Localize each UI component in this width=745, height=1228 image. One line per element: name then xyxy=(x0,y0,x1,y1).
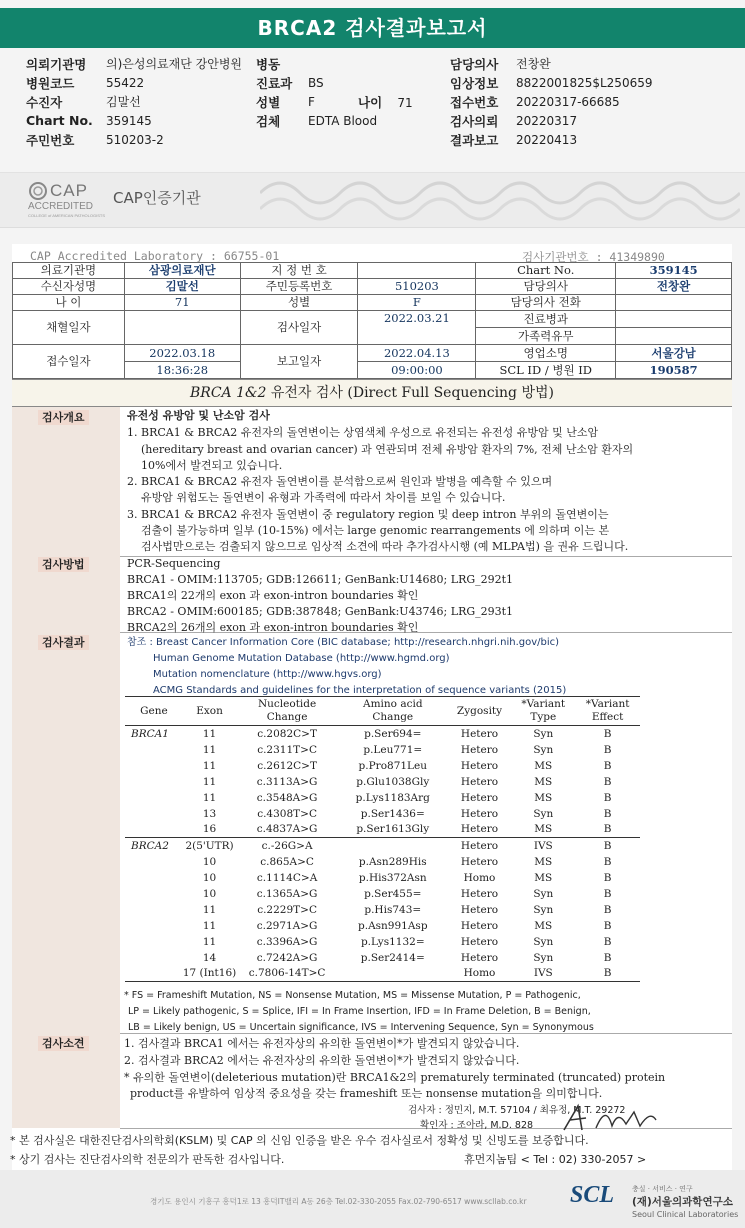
table-row xyxy=(125,854,640,870)
scl-motto: 충실 · 서비스 · 연구 xyxy=(632,1185,693,1193)
table-row xyxy=(125,790,640,806)
test-title-italic: BRCA 1&2 xyxy=(190,385,267,401)
zygosity-cell: Hetero xyxy=(460,791,499,804)
variant-type-cell: Syn xyxy=(533,807,554,820)
form-name-value: 김말선 xyxy=(124,279,240,295)
form-report-label: 보고일자 xyxy=(240,345,358,379)
amino-acid-cell: p.Pro871Leu xyxy=(358,759,428,772)
bottom-team-contact: 휴먼지놈팀 < Tel : 02) 330-2057 > xyxy=(464,1153,647,1166)
table-row xyxy=(125,934,640,950)
patient-info xyxy=(26,54,726,149)
gene-cell xyxy=(125,758,183,774)
ref-hgvs: Mutation nomenclature (http://www.hgvs.org) xyxy=(153,669,382,680)
overview-p3-line3: 검사법만으로는 검출되지 않으므로 임상적 소견에 따라 추가검사시행 (예 MLPA법) 을 권유 드립니다. xyxy=(141,540,629,553)
method-line5: BRCA2의 26개의 exon 과 exon-intron boundaries 확인 xyxy=(127,621,419,634)
nucleotide-cell: c.7806-14T>C xyxy=(236,966,338,982)
section-overview: 검사개요 xyxy=(38,410,89,425)
variant-effect-cell: B xyxy=(603,743,612,756)
variant-type-cell: MS xyxy=(534,919,553,932)
form-age-label: 나 이 xyxy=(13,295,125,311)
opinion-brca1: 1. 검사결과 BRCA1 에서는 유전자상의 유의한 돌연변이*가 발견되지 않았습니다. xyxy=(124,1037,520,1050)
amino-acid-cell: p.His743= xyxy=(364,903,422,916)
report-title: BRCA2 검사결과보고서 xyxy=(0,8,745,48)
nucleotide-cell: c.2971A>G xyxy=(256,919,318,932)
col-variant-effect: *Variant Effect xyxy=(575,697,640,726)
nucleotide-cell: c.1114C>A xyxy=(256,871,318,884)
exon-cell: 11 xyxy=(202,743,217,756)
variant-type-cell: MS xyxy=(534,759,553,772)
overview-section-bg xyxy=(12,407,120,557)
variant-type-cell: MS xyxy=(534,823,553,836)
form-family-label: 가족력유무 xyxy=(476,328,616,345)
variant-effect-cell: B xyxy=(575,966,640,982)
table-row xyxy=(125,918,640,934)
doctor-value: 전창완 xyxy=(516,57,551,71)
variant-effect-cell: B xyxy=(603,823,612,836)
amino-acid-cell: p.Asn289His xyxy=(358,855,427,868)
hospcode-value: 55422 xyxy=(106,75,145,90)
table-row xyxy=(125,838,640,854)
section-opinion: 검사소견 xyxy=(38,1036,89,1051)
opinion-note1: * 유의한 돌연변이(deleterious mutation)란 BRCA1&2의 prematurely terminated (truncated) protein xyxy=(124,1071,666,1084)
table-row xyxy=(125,806,640,822)
section-result: 검사결과 xyxy=(38,635,89,650)
form-draw-label: 채혈일자 xyxy=(13,311,125,345)
overview-p1-line2: (hereditary breast and ovarian cancer) 과 연관되며 전체 유방암 환자의 7%, 전체 난소암 환자의 xyxy=(141,443,634,456)
col-variant-type: *Variant Type xyxy=(511,697,575,726)
age-label: 나이 xyxy=(358,94,383,110)
gene-cell: BRCA2 xyxy=(125,838,183,854)
variant-type-cell: Syn xyxy=(533,743,554,756)
cap-logo-icon xyxy=(28,181,52,201)
form-branch-label: 영업소명 xyxy=(476,345,616,362)
overview-p1-line3: 10%에서 발견되고 있습니다. xyxy=(141,459,283,472)
exon-cell: 17 (Int16) xyxy=(183,966,236,982)
cap-logo-small: COLLEGE of AMERICAN PATHOLOGISTS xyxy=(28,213,105,218)
tester: 검사자 : 정민지, M.T. 57104 / 최유정, M.T. 29272 xyxy=(408,1105,626,1116)
bottom-cert-note: * 본 검사실은 대한진단검사의학회(KSLM) 및 CAP 의 신임 인증을 받은 우수 검사실로서 정확성 및 신빙도를 보증합니다. xyxy=(10,1134,589,1147)
pattern-decoration xyxy=(260,173,740,227)
gene-cell xyxy=(125,918,183,934)
exon-cell: 14 xyxy=(202,951,217,964)
test-title xyxy=(12,379,732,407)
amino-acid-cell: p.Lys1183Arg xyxy=(355,791,430,804)
nucleotide-cell: c.3113A>G xyxy=(256,775,318,788)
form-org-label: 의료기관명 xyxy=(13,263,125,279)
exon-cell: 11 xyxy=(202,791,217,804)
gene-cell: BRCA1 xyxy=(131,727,169,740)
resdate-value: 20220413 xyxy=(516,132,578,147)
amino-acid-cell xyxy=(338,966,448,982)
gene-cell xyxy=(125,854,183,870)
dept-label: 진료과 xyxy=(256,75,293,91)
variant-effect-cell: B xyxy=(603,775,612,788)
exon-cell: 10 xyxy=(202,871,217,884)
scl-logo: SCL xyxy=(570,1182,615,1208)
variant-effect-cell: B xyxy=(603,919,612,932)
abbr-line3: LB = Likely benign, US = Uncertain significance, IVS = Intervening Sequence, Syn = Synonymous xyxy=(128,1022,594,1033)
zygosity-cell: Hetero xyxy=(460,823,499,836)
amino-acid-cell: p.Ser1613Gly xyxy=(356,823,430,836)
overview-p3-line2: 검출이 불가능하며 일부 (10-15%) 에서는 large genomic rearrangements 에 의하며 이는 본 xyxy=(141,524,610,537)
exon-cell: 11 xyxy=(202,727,217,740)
cap-logo xyxy=(28,179,108,223)
form-receipt-time: 18:36:28 xyxy=(124,362,240,379)
form-id-value: 510203 xyxy=(358,279,476,295)
form-phone-label: 담당의사 전화 xyxy=(476,295,616,311)
gene-cell xyxy=(125,870,183,886)
overview-p1-line1: 1. BRCA1 & BRCA2 유전자의 돌연변이는 상염색체 우성으로 유전되는 유전성 유방암 및 난소암 xyxy=(127,426,599,439)
ref-bic: 참조 : Breast Cancer Information Core (BIC database; http://research.nhgri.nih.gov/bic) xyxy=(127,637,560,648)
variant-type-cell: Syn xyxy=(533,935,554,948)
clinical-value: 8822001825$L250659 xyxy=(516,75,653,90)
col-gene: Gene xyxy=(125,697,183,726)
exon-cell: 13 xyxy=(202,807,217,820)
opinion-note2: product를 유발하여 임상적 중요성을 갖는 frameshift 또는 nonsense mutation을 의미합니다. xyxy=(130,1087,603,1100)
variant-type-cell: Syn xyxy=(533,727,554,740)
form-table xyxy=(12,262,732,379)
form-branch-value: 서울강남 xyxy=(616,345,732,362)
variant-effect-cell: B xyxy=(603,791,612,804)
gene-cell xyxy=(125,886,183,902)
method-line4: BRCA2 - OMIM:600185; GDB:387848; GenBank:U43746; LRG_293t1 xyxy=(127,605,514,618)
gene-cell xyxy=(125,790,183,806)
form-receipt-date: 2022.03.18 xyxy=(124,345,240,362)
amino-acid-cell: p.Glu1038Gly xyxy=(356,775,430,788)
nucleotide-cell: c.3396A>G xyxy=(256,935,318,948)
variant-effect-cell: B xyxy=(603,935,612,948)
amino-acid-cell: p.Ser2414= xyxy=(360,951,425,964)
cap-lab-number: CAP Accredited Laboratory : 66755-01 xyxy=(30,249,280,263)
sex-label: 성별 xyxy=(256,94,281,110)
scl-org-name-en: Seoul Clinical Laboratories xyxy=(632,1210,739,1219)
scl-org-name: (재)서울의과학연구소 xyxy=(632,1196,733,1208)
variant-type-cell: MS xyxy=(534,871,553,884)
cap-banner xyxy=(0,172,745,228)
nucleotide-cell: c.1365A>G xyxy=(256,887,318,900)
idno-value: 510203-2 xyxy=(106,132,164,147)
nucleotide-cell: c.2612C>T xyxy=(257,759,317,772)
resdate-label: 결과보고 xyxy=(450,132,499,148)
overview-p3-line1: 3. BRCA1 & BRCA2 유전자 돌연변이 중 regulatory region 및 deep intron 부위의 돌연변이는 xyxy=(127,508,609,521)
reqdate-value: 20220317 xyxy=(516,113,578,128)
zygosity-cell: Hetero xyxy=(460,727,499,740)
cap-logo-sub: ACCREDITED xyxy=(28,201,94,212)
form-org-value: 삼광의료재단 xyxy=(124,263,240,279)
variant-type-cell: MS xyxy=(534,855,553,868)
form-dept-label: 진료병과 xyxy=(476,311,616,328)
exon-cell: 11 xyxy=(202,903,217,916)
zygosity-cell: Hetero xyxy=(460,743,499,756)
form-desig-value xyxy=(358,263,476,279)
variant-type-cell: MS xyxy=(534,775,553,788)
org-value: 의)은성의료재단 강안병원 xyxy=(106,57,243,71)
col-zygosity: Zygosity xyxy=(448,697,512,726)
nucleotide-cell: c.865A>C xyxy=(260,855,314,868)
exon-cell: 11 xyxy=(202,935,217,948)
org-label: 의뢰기관명 xyxy=(26,56,87,72)
exon-cell: 16 xyxy=(202,823,217,836)
zygosity-cell: Hetero xyxy=(460,951,499,964)
gene-cell xyxy=(125,822,183,838)
variant-effect-cell: B xyxy=(603,855,612,868)
receipt-label: 접수번호 xyxy=(450,94,499,110)
variant-type-cell: Syn xyxy=(533,903,554,916)
zygosity-cell: Hetero xyxy=(460,919,499,932)
ward-label: 병동 xyxy=(256,56,281,72)
receipt-value: 20220317-66685 xyxy=(516,94,620,109)
variant-type-cell: IVS xyxy=(511,838,575,854)
form-chart-label: Chart No. xyxy=(476,263,616,279)
zygosity-cell: Homo xyxy=(448,966,512,982)
form-doctor-label: 담당의사 xyxy=(476,279,616,295)
gene-cell xyxy=(125,742,183,758)
col-nucleotide: Nucleotide Change xyxy=(236,697,338,726)
form-sex-label: 성별 xyxy=(240,295,358,311)
gene-cell xyxy=(125,950,183,966)
form-name-label: 수신자성명 xyxy=(13,279,125,295)
amino-acid-cell: p.Ser1436= xyxy=(360,807,425,820)
form-doctor-value: 전창완 xyxy=(616,279,732,295)
amino-acid-cell: p.His372Asn xyxy=(358,871,427,884)
nucleotide-cell: c.-26G>A xyxy=(236,838,338,854)
zygosity-cell: Hetero xyxy=(460,807,499,820)
exon-cell: 11 xyxy=(202,775,217,788)
form-testdate-label: 검사일자 xyxy=(240,311,358,345)
amino-acid-cell xyxy=(338,838,448,854)
form-sclid-label: SCL ID / 병원 ID xyxy=(476,362,616,379)
col-amino-acid: Amino acid Change xyxy=(338,697,448,726)
name-value: 김말선 xyxy=(106,95,141,109)
nucleotide-cell: c.7242A>G xyxy=(256,951,318,964)
footer-address: 경기도 용인시 기흥구 흥덕1로 13 흥덕IT밸리 A동 26층 Tel.02-330-2055 Fax.02-790-6517 www.scllab.co.kr xyxy=(150,1197,527,1206)
amino-acid-cell: p.Ser694= xyxy=(364,727,422,740)
gene-cell xyxy=(125,902,183,918)
exon-cell: 11 xyxy=(202,919,217,932)
table-row xyxy=(125,822,640,838)
form-id-label: 주민등록번호 xyxy=(240,279,358,295)
dept-value: BS xyxy=(308,75,324,90)
opinion-brca2: 2. 검사결과 BRCA2 에서는 유전자상의 유의한 돌연변이*가 발견되지 않았습니다. xyxy=(124,1054,520,1067)
method-line1: PCR-Sequencing xyxy=(127,557,221,570)
chart-label: Chart No. xyxy=(26,113,93,128)
idno-label: 주민번호 xyxy=(26,132,75,148)
form-phone-value xyxy=(616,295,732,311)
zygosity-cell: Hetero xyxy=(448,838,512,854)
zygosity-cell: Hetero xyxy=(460,887,499,900)
variant-effect-cell: B xyxy=(575,838,640,854)
specimen-label: 검체 xyxy=(256,113,281,129)
nucleotide-cell: c.4308T>C xyxy=(257,807,317,820)
doctor-label: 담당의사 xyxy=(450,56,499,72)
table-row xyxy=(125,758,640,774)
nucleotide-cell: c.4837A>G xyxy=(256,823,318,836)
nucleotide-cell: c.3548A>G xyxy=(256,791,318,804)
hospcode-label: 병원코드 xyxy=(26,75,75,91)
form-testdate-value: 2022.03.21 xyxy=(358,311,476,345)
sex-value: F xyxy=(308,94,315,109)
cap-title: CAP인증기관 xyxy=(113,189,201,207)
form-draw-value xyxy=(124,311,240,345)
variant-type-cell: Syn xyxy=(533,887,554,900)
zygosity-cell: Hetero xyxy=(460,855,499,868)
form-report-date: 2022.04.13 xyxy=(358,345,476,362)
form-report-time: 09:00:00 xyxy=(358,362,476,379)
overview-heading: 유전성 유방암 및 난소암 검사 xyxy=(127,409,270,422)
gene-cell xyxy=(125,934,183,950)
form-desig-label: 지 정 번 호 xyxy=(240,263,358,279)
gene-cell xyxy=(125,966,183,982)
amino-acid-cell: p.Leu771= xyxy=(363,743,423,756)
cap-logo-main: CAP xyxy=(50,181,88,200)
form-sclid-value: 190587 xyxy=(616,362,732,379)
reqdate-label: 검사의뢰 xyxy=(450,113,499,129)
form-sex-value: F xyxy=(358,295,476,311)
gene-cell xyxy=(125,774,183,790)
table-row xyxy=(125,886,640,902)
abbr-line2: LP = Likely pathogenic, S = Splice, IFI = In Frame Insertion, IFD = In Frame Deletion, B = Benign, xyxy=(128,1006,591,1017)
zygosity-cell: Hetero xyxy=(460,903,499,916)
approval-number: 검사기관번호 : 41349890 xyxy=(522,250,665,264)
amino-acid-cell: p.Asn991Asp xyxy=(358,919,428,932)
form-age-value: 71 xyxy=(124,295,240,311)
variant-type-cell: IVS xyxy=(511,966,575,982)
variant-type-cell: Syn xyxy=(533,951,554,964)
overview-p2-line2: 유방암 위험도는 돌연변이 유형과 가족력에 따라서 차이를 보일 수 있습니다. xyxy=(141,491,506,504)
abbr-line1: * FS = Frameshift Mutation, NS = Nonsense Mutation, MS = Missense Mutation, P = Pathogenic, xyxy=(124,990,581,1001)
footer xyxy=(0,1170,745,1228)
variant-type-cell: MS xyxy=(534,791,553,804)
nucleotide-cell: c.2229T>C xyxy=(257,903,317,916)
exon-cell: 10 xyxy=(202,855,217,868)
zygosity-cell: Homo xyxy=(463,871,496,884)
section-method: 검사방법 xyxy=(38,557,89,572)
chart-value: 359145 xyxy=(106,113,152,128)
zygosity-cell: Hetero xyxy=(460,775,499,788)
overview-p2-line1: 2. BRCA1 & BRCA2 유전자 돌연변이를 분석함으로써 원인과 발병을 예측할 수 있으며 xyxy=(127,475,553,488)
variant-effect-cell: B xyxy=(603,727,612,740)
amino-acid-cell: p.Lys1132= xyxy=(360,935,425,948)
variant-effect-cell: B xyxy=(603,951,612,964)
table-row xyxy=(125,950,640,966)
col-exon: Exon xyxy=(183,697,236,726)
method-line2: BRCA1 - OMIM:113705; GDB:126611; GenBank:U14680; LRG_292t1 xyxy=(127,573,514,586)
exon-cell: 11 xyxy=(202,759,217,772)
variant-effect-cell: B xyxy=(603,903,612,916)
specimen-value: EDTA Blood xyxy=(308,113,378,128)
name-label: 수진자 xyxy=(26,94,63,110)
bottom-read-note: * 상기 검사는 진단검사의학 전문의가 판독한 검사입니다. xyxy=(10,1153,285,1166)
table-row xyxy=(125,742,640,758)
result-section-bg xyxy=(12,633,120,1033)
form-chart-value: 359145 xyxy=(616,263,732,279)
table-row xyxy=(125,774,640,790)
variant-effect-cell: B xyxy=(603,887,612,900)
exon-cell: 2(5'UTR) xyxy=(183,838,236,854)
method-line3: BRCA1의 22개의 exon 과 exon-intron boundaries 확인 xyxy=(127,589,419,602)
nucleotide-cell: c.2311T>C xyxy=(257,743,317,756)
test-title-rest: 유전자 검사 (Direct Full Sequencing 방법) xyxy=(266,385,554,401)
zygosity-cell: Hetero xyxy=(460,935,499,948)
variant-effect-cell: B xyxy=(603,807,612,820)
table-row xyxy=(125,902,640,918)
mutation-table xyxy=(125,696,640,982)
zygosity-cell: Hetero xyxy=(460,759,499,772)
exon-cell: 10 xyxy=(202,887,217,900)
variant-effect-cell: B xyxy=(603,871,612,884)
confirmer: 확인자 : 조아라, M.D. 828 xyxy=(420,1120,534,1131)
table-row xyxy=(125,966,640,982)
age-value: 71 xyxy=(397,95,413,110)
clinical-label: 임상정보 xyxy=(450,75,499,91)
ref-hgmd: Human Genome Mutation Database (http://www.hgmd.org) xyxy=(153,653,450,664)
amino-acid-cell: p.Ser455= xyxy=(364,887,422,900)
form-receipt-label: 접수일자 xyxy=(13,345,125,379)
gene-cell xyxy=(125,806,183,822)
table-row xyxy=(125,726,640,742)
nucleotide-cell: c.2082C>T xyxy=(257,727,317,740)
ward-value xyxy=(308,54,358,73)
table-row xyxy=(125,870,640,886)
variant-effect-cell: B xyxy=(603,759,612,772)
ref-acmg: ACMG Standards and guidelines for the interpretation of sequence variants (2015) xyxy=(153,685,567,696)
